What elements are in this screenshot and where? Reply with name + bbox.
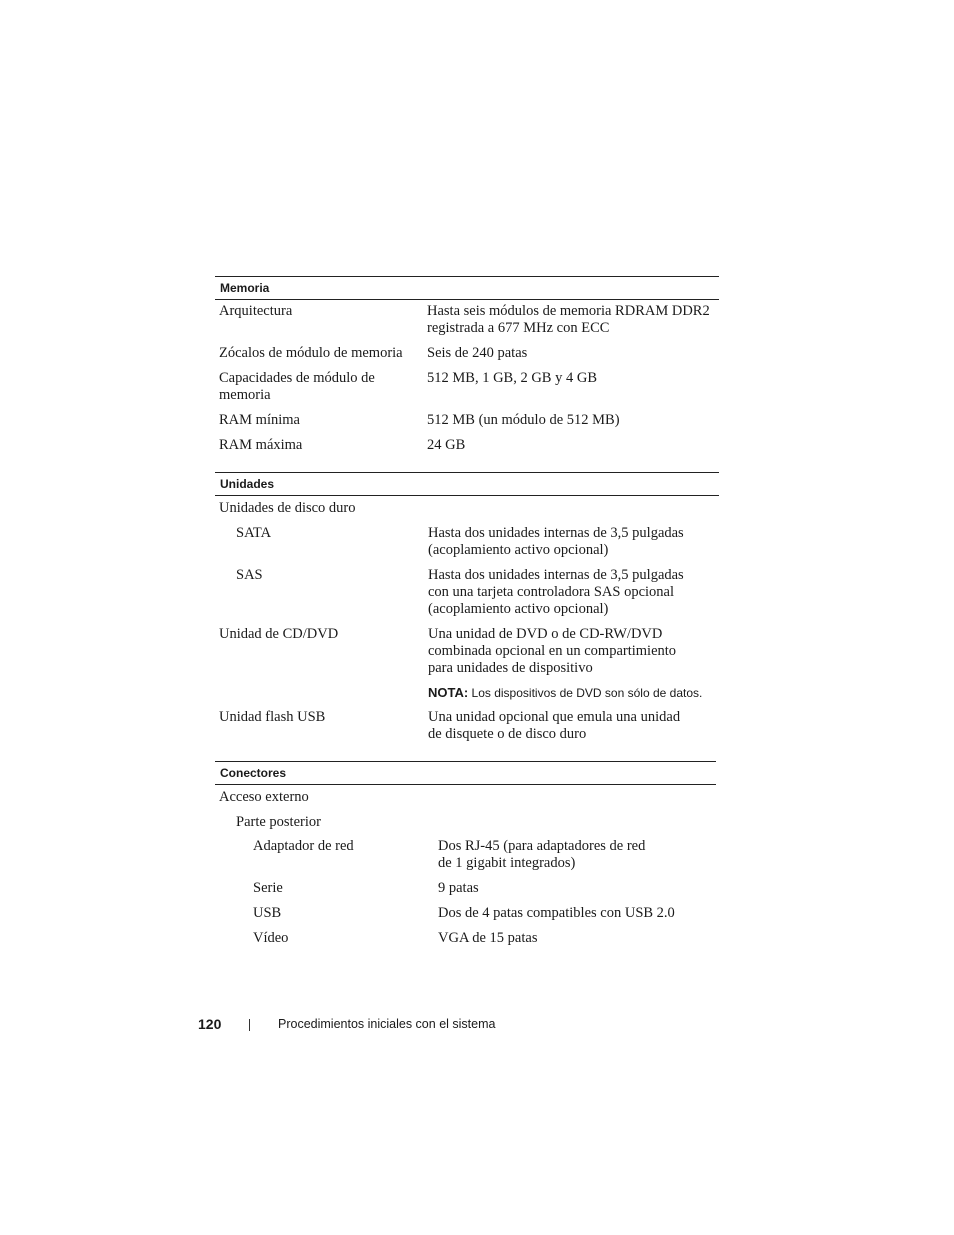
unidades-label-cd-dvd: Unidad de CD/DVD [219, 626, 339, 642]
conectores-value-serie: 9 patas [438, 880, 479, 896]
unidades-note-text: Los dispositivos de DVD son sólo de datos. [468, 686, 703, 700]
conectores-label-serie: Serie [253, 880, 283, 896]
memoria-value-ram-minima: 512 MB (un módulo de 512 MB) [427, 412, 620, 428]
memoria-label-arquitectura: Arquitectura [219, 303, 293, 319]
conectores-value-video: VGA de 15 patas [438, 930, 538, 946]
unidades-label-flash-usb: Unidad flash USB [219, 709, 326, 725]
conectores-value-usb: Dos de 4 patas compatibles con USB 2.0 [438, 905, 675, 921]
conectores-heading: Conectores [220, 766, 287, 780]
page-number: 120 [198, 1016, 222, 1032]
memoria-label-ram-maxima: RAM máxima [219, 437, 303, 453]
memoria-value-capacidades: 512 MB, 1 GB, 2 GB y 4 GB [427, 370, 597, 386]
unidades-subheading: Unidades de disco duro [219, 500, 356, 516]
memoria-label-ram-minima: RAM mínima [219, 412, 300, 428]
conectores-section [215, 761, 716, 785]
conectores-subheading: Acceso externo [219, 789, 309, 805]
unidades-section [215, 472, 719, 496]
conectores-label-usb: USB [253, 905, 282, 921]
unidades-label-sata: SATA [236, 525, 272, 541]
unidades-heading: Unidades [220, 477, 275, 491]
conectores-subsubheading: Parte posterior [236, 814, 321, 830]
memoria-heading: Memoria [220, 281, 270, 295]
conectores-heading-bar [215, 761, 716, 785]
unidades-value-cd-dvd: Una unidad de DVD o de CD-RW/DVD combinada opcional en un compartimiento para unidades de dispositivo [428, 626, 677, 676]
memoria-label-capacidades: Capacidades de módulo de memoria [219, 370, 375, 403]
conectores-value-red: Dos RJ-45 (para adaptadores de red de 1 gigabit integrados) [438, 838, 646, 871]
conectores-label-red: Adaptador de red [253, 838, 354, 854]
unidades-heading-bar [215, 472, 719, 496]
unidades-value-sas: Hasta dos unidades internas de 3,5 pulgadas con una tarjeta controladora SAS opcional (acoplamiento activo opcional) [428, 567, 684, 617]
memoria-label-zocalos: Zócalos de módulo de memoria [219, 345, 403, 361]
memoria-section [215, 276, 719, 300]
unidades-note-label: NOTA: [428, 685, 469, 700]
memoria-value-arquitectura: Hasta seis módulos de memoria RDRAM DDR2 registrada a 677 MHz con ECC [427, 303, 710, 336]
memoria-heading-bar [215, 276, 719, 300]
footer-title: Procedimientos iniciales con el sistema [278, 1017, 496, 1031]
unidades-note [428, 684, 702, 702]
memoria-value-ram-maxima: 24 GB [427, 437, 466, 453]
unidades-value-sata: Hasta dos unidades internas de 3,5 pulgadas (acoplamiento activo opcional) [428, 525, 684, 558]
conectores-label-video: Vídeo [253, 930, 289, 946]
unidades-value-flash-usb: Una unidad opcional que emula una unidad de disquete o de disco duro [428, 709, 681, 742]
footer-divider [249, 1019, 250, 1031]
memoria-value-zocalos: Seis de 240 patas [427, 345, 528, 361]
unidades-label-sas: SAS [236, 567, 263, 583]
